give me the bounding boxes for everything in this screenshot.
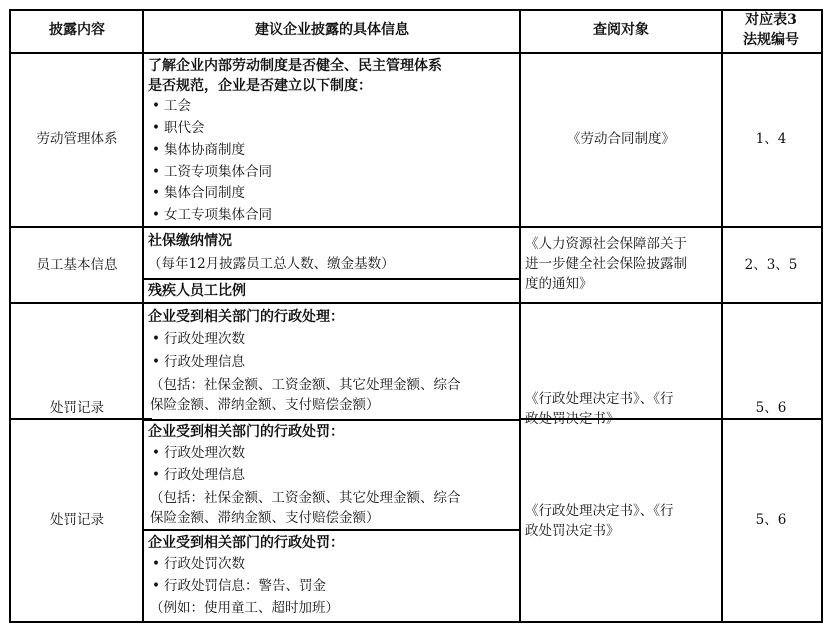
row-divider [9, 226, 823, 228]
row4-title1: 企业受到相关部门的行政处罚： [148, 424, 344, 440]
row4-title2: 企业受到相关部门的行政处罚： [148, 535, 344, 551]
table-border-top [9, 9, 823, 11]
row3-category: 处罚记录 [50, 400, 104, 416]
row3-reference-line2: 政处罚决定书》 [525, 411, 620, 427]
header-code-line2: 法规编号 [743, 32, 799, 48]
row-divider [9, 52, 823, 54]
bullet-icon: • [152, 185, 160, 201]
list-item: 集体合同制度 [164, 185, 245, 201]
list-item: 集体协商制度 [164, 142, 245, 158]
row2-codes: 2、3、5 [744, 257, 798, 273]
row2-reference-line1: 《人力资源社会保障部关于 [525, 236, 687, 252]
bullet-icon: • [152, 120, 160, 136]
row4-note-line2: 保险金额、滞纳金额、支付赔偿金额） [150, 510, 380, 526]
list-item: 行政处理次数 [164, 445, 245, 461]
bullet-icon: • [152, 578, 160, 594]
row1-reference: 《劳动合同制度》 [567, 131, 675, 147]
inner-divider [142, 419, 521, 421]
header-code-line1: 对应表3 [745, 12, 797, 28]
bullet-icon: • [152, 331, 160, 347]
list-item: 工会 [164, 98, 191, 114]
col-divider [721, 9, 723, 623]
row3-note-line2: 保险金额、滞纳金额、支付赔偿金额） [150, 397, 380, 413]
bullet-icon: • [152, 207, 160, 223]
row2-category: 员工基本信息 [36, 257, 118, 273]
list-item: 女工专项集体合同 [164, 207, 272, 223]
row2-title1: 社保缴纳情况 [148, 233, 232, 249]
bullet-icon: • [152, 354, 160, 370]
row2-note1: （每年12月披露员工总人数、缴金基数） [148, 256, 395, 272]
row3-note-line1: （包括：社保金额、工资金额、其它处理金额、综合 [150, 377, 461, 393]
table-border-bottom [9, 621, 823, 623]
row4-reference-line1: 《行政处理决定书》、《行 [525, 503, 674, 519]
row1-intro-line2: 是否规范，企业是否建立以下制度： [148, 78, 372, 94]
row4-note3: （例如：使用童工、超时加班） [150, 600, 339, 616]
list-item: 行政处理次数 [164, 331, 245, 347]
list-item: 工资专项集体合同 [164, 164, 272, 180]
bullet-icon: • [152, 556, 160, 572]
row4-note-line1: （包括：社保金额、工资金额、其它处理金额、综合 [150, 490, 461, 506]
list-item: 行政处罚次数 [164, 556, 245, 572]
list-item: 行政处罚信息：警告、罚金 [164, 578, 326, 594]
row1-intro-line1: 了解企业内部劳动制度是否健全、民主管理体系 [148, 58, 442, 74]
row3-reference-line1: 《行政处理决定书》、《行 [525, 391, 674, 407]
header-reference: 查阅对象 [593, 22, 649, 38]
row4-codes: 5、6 [755, 512, 787, 528]
bullet-icon: • [152, 98, 160, 114]
list-item: 职代会 [164, 120, 205, 136]
row3-codes: 5、6 [755, 400, 787, 416]
table-border-left [9, 9, 11, 623]
row4-category: 处罚记录 [50, 512, 104, 528]
row2-reference-line3: 度的通知》 [525, 276, 593, 292]
inner-divider [142, 278, 521, 280]
row-divider [9, 302, 823, 304]
row-divider [9, 418, 152, 420]
row3-title: 企业受到相关部门的行政处理： [148, 309, 344, 325]
list-item: 行政处理信息 [164, 467, 245, 483]
row4-reference-line2: 政处罚决定书》 [525, 523, 620, 539]
bullet-icon: • [152, 467, 160, 483]
header-detail: 建议企业披露的具体信息 [255, 22, 409, 38]
list-item: 行政处理信息 [164, 354, 245, 370]
bullet-icon: • [152, 164, 160, 180]
row2-reference-line2: 进一步健全社会保险披露制 [525, 256, 687, 272]
inner-divider [142, 529, 521, 531]
header-disclosure: 披露内容 [49, 22, 105, 38]
row2-title2: 残疾人员工比例 [148, 283, 246, 299]
row1-category: 劳动管理体系 [36, 131, 118, 147]
bullet-icon: • [152, 445, 160, 461]
row1-codes: 1、4 [755, 131, 787, 147]
table-border-right [821, 9, 823, 623]
bullet-icon: • [152, 142, 160, 158]
